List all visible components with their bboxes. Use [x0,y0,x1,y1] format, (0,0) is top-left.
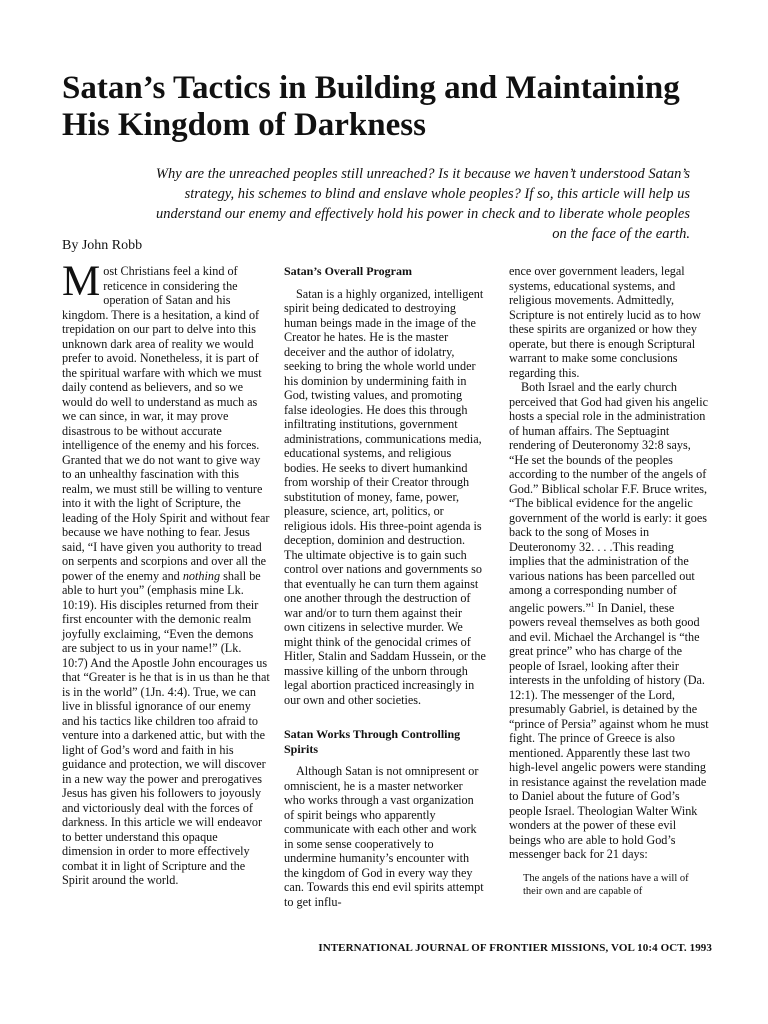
column-2 [284,264,486,909]
section-heading-controlling-spirits: Satan Works Through Controlling Spirits [284,727,461,756]
intro-text-b: shall be able to hurt you” (emphasis mine Lk. 10:19). His disciples returned from their first encounter with the demonic realm joyfully exclaiming, “Even the demons are subject to us in your name!” (Lk. 10:7) And the Apostle John encourages us that “Greater is he that is in us than he that is in the world” (1Jn. 4:4). True, we can live in blissful ignorance of our enemy and his tactics like children too afraid to venture into a darkened attic, but with the light of God’s word and faith in his guidance and protection, we will discover in a new way the power and prerogatives Jesus has given his followers to joyously and victoriously deal with the forces of darkness. In this article we will endeavor to better understand this opaque dimension in order to more effectively combat it in light of Scripture and the Spirit around the world. [62,568,270,887]
paragraph-text-b: In Daniel, these powers reveal themselves as both good and evil. Michael the Archangel is “the great prince” who has charge of the people of Israel, looking after their interests in the unfolding of history (Da. 12:1). The messenger of the Lord, presumably Gabriel, is detained by the “prince of Persia” against whom he must fight. The prince of Greece is also mentioned. Apparently these last two high-level angelic powers were standing in resistance against the revelation made to Daniel about the future of God’s people Israel. Theologian Walter Wink wonders at the power of these evil beings who are able to hold God’s messenger back for 21 days: [509,600,709,862]
paragraph-controlling-spirits: Although Satan is not omnipresent or omniscient, he is a master networker who works through a vast organization of spirit beings who apparently communicate with each other and work in some sense cooperatively to undermine humanity’s encounter with the kingdom of God in every way they can. Towards this end evil spirits attempt to get influ- [284,764,484,909]
paragraph-overall-program: Satan is a highly organized, intelligent spirit being dedicated to destroying human beings made in the image of the Creator he hates. He is the master deceiver and the author of idolatry, seeking to bring the whole world under his dominion by undermining faith in God, twisting values, and promoting false ideologies. He does this through infiltrating institutions, government administrations, communications media, educational systems, and religious bodies. He seeks to divert humankind from worship of their Creator through substitution of money, fame, power, pleasure, science, art, politics, or religious idols. His three-point agenda is deception, dominion and destruction. The ultimate objective is to gain such control over nations and governments so that eventually he can turn them against one another through the destruction of war and/or to turn them against their own citizens in selective murder. We might think of the genocidal crimes of Hitler, Stalin and Saddam Hussein, or the massive killing of the unborn through legal abortion practiced increasingly in our own and other societies. [284,286,486,707]
intro-text-a: ost Christians feel a kind of reticence in considering the operation of Satan and his kingdom. There is a hesitation, a kind of trepidation on our part to delve into this unknown dark area of reality we would prefer to avoid. Nonetheless, it is part of the spiritual warfare with which we must daily contend as believers, and so we would do well to understand as much as we can since, in war, it may prove disastrous to be without accurate intelligence of the enemy and his forces. Granted that we do not want to give way to an unhealthy fascination with this realm, we must still be willing to venture into it with the light of Scripture, the leading of the Holy Spirit and without fear because we have nothing to fear. Jesus said, “I have given you authority to tread on serpents and scorpions and over all the power of the enemy and [62,264,270,583]
paragraph-continued: ence over government leaders, legal systems, educational systems, and religious movements. Admittedly, Scripture is not entirely lucid as to how these spirits are organized or how they operate, but there is enough Scriptural warrant to make some conclusions regarding this. [509,264,701,380]
byline: By John Robb [62,238,143,253]
intro-paragraph [62,258,270,888]
footnote-marker: 1 [590,600,595,609]
section-heading-overall-program: Satan’s Overall Program [284,264,412,278]
journal-footer: INTERNATIONAL JOURNAL OF FRONTIER MISSIONS, VOL 10:4 OCT. 1993 [318,942,712,954]
column-1 [62,258,270,888]
paragraph-israel-church [509,380,709,862]
block-quote: The angels of the nations have a will of their own and are capable of [523,872,689,897]
drop-cap: M [62,258,101,305]
paragraph-text-a: Both Israel and the early church perceived that God had given his angelic hosts a special role in the administration of human affairs. The Septuagint rendering of Deuteronomy 32:8 says, “He set the bounds of the peoples according to the number of the angels of God.” Biblical scholar F.F. Bruce writes, “The biblical evidence for the angelic government of the world is early: it goes back to the song of Moses in Deuteronomy 32. . . .This reading implies that the administration of the various nations has been parcelled out among a corresponding number of angelic powers.” [509,380,708,615]
column-3 [509,264,709,898]
article-subtitle: Why are the unreached peoples still unreached? Is it because we haven’t understood Satan’s strategy, his schemes to blind and enslave whole peoples? If so, this article will help us understand our enemy and effectively hold his power in check and to liberate whole peoples on the face of the earth. [155,166,690,242]
article-title: Satan’s Tactics in Building and Maintaining His Kingdom of Darkness [62,70,680,143]
emphasis-text: nothing [182,568,221,583]
